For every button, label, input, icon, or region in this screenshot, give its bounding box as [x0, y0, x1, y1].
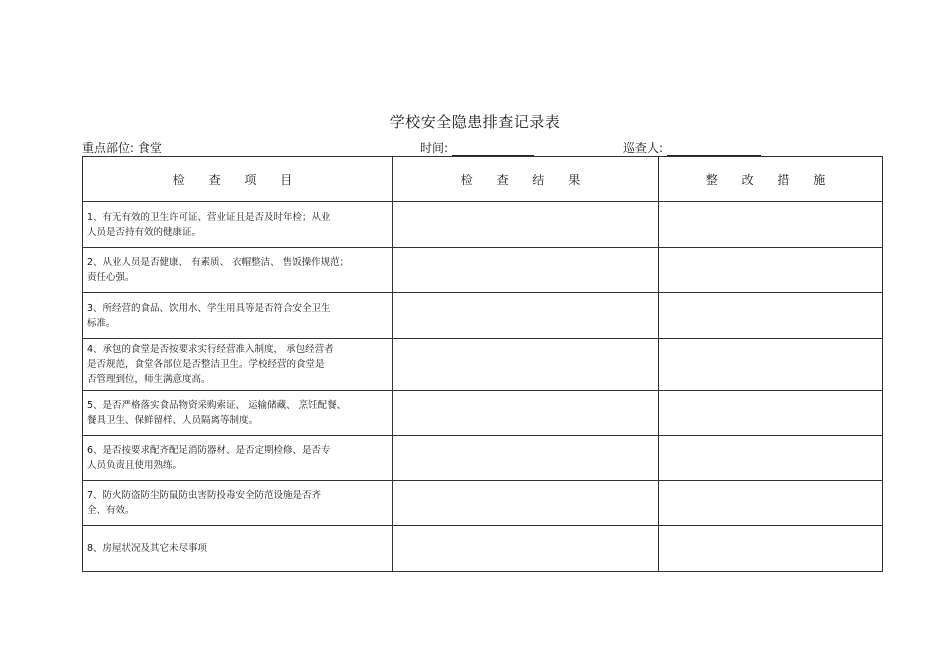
result-cell[interactable]: [393, 481, 659, 526]
item-text: 3、所经营的食品、饮用水、学生用具等是否符合安全卫生 标准。: [87, 302, 331, 329]
measure-cell[interactable]: [659, 202, 883, 248]
location-label: 重点部位:: [82, 141, 135, 155]
measure-cell[interactable]: [659, 339, 883, 391]
result-cell[interactable]: [393, 391, 659, 436]
result-cell[interactable]: [393, 526, 659, 572]
measure-cell[interactable]: [659, 293, 883, 339]
item-text: 2、从业人员是否健康、 有素质、 衣帽整洁、 售饭操作规范； 责任心强。: [87, 257, 350, 283]
header-check-result: 检 查 结 果: [393, 157, 659, 202]
location-field: [82, 139, 196, 157]
page-title: 学校安全隐患排查记录表: [389, 113, 561, 131]
item-cell: [83, 481, 393, 526]
table-row: [83, 436, 883, 481]
item-cell: [83, 248, 393, 293]
table-row: [83, 339, 883, 391]
measure-cell[interactable]: [659, 436, 883, 481]
item-text: 1、有无有效的卫生许可证、营业证且是否及时年检；从业 人员是否持有效的健康证。: [87, 211, 331, 238]
item-text: 7、防火防盗防尘防鼠防虫害防投毒安全防范设施是否齐 全、有效。: [87, 490, 322, 516]
item-cell: [83, 436, 393, 481]
header-check-item: 检 查 项 目: [83, 157, 393, 202]
item-cell: [83, 391, 393, 436]
measure-cell[interactable]: [659, 391, 883, 436]
table-row: [83, 293, 883, 339]
inspector-blank[interactable]: [667, 141, 761, 156]
inspector-label: 巡查人:: [623, 141, 664, 155]
result-cell[interactable]: [393, 202, 659, 248]
item-cell: [83, 339, 393, 391]
result-cell[interactable]: [393, 436, 659, 481]
item-text: 8、房屋状况及其它未尽事项: [87, 543, 208, 554]
result-cell[interactable]: [393, 339, 659, 391]
result-cell[interactable]: [393, 293, 659, 339]
result-cell[interactable]: [393, 248, 659, 293]
item-cell: [83, 526, 393, 572]
table-row: [83, 202, 883, 248]
info-row: [82, 139, 882, 157]
measure-cell[interactable]: [659, 481, 883, 526]
table-row: [83, 391, 883, 436]
time-label: 时间:: [420, 141, 449, 155]
inspection-table: [82, 156, 883, 572]
header-rectification: 整 改 措 施: [659, 157, 883, 202]
location-value[interactable]: 食堂: [138, 139, 196, 157]
table-row: [83, 481, 883, 526]
item-text: 6、是否按要求配齐配足消防器材、是否定期检修、是否专 人员负责且使用熟练。: [87, 445, 331, 471]
item-cell: [83, 293, 393, 339]
measure-cell[interactable]: [659, 248, 883, 293]
time-field: [420, 139, 534, 156]
measure-cell[interactable]: [659, 526, 883, 572]
inspector-field: [623, 139, 761, 156]
time-blank[interactable]: [452, 141, 534, 156]
table-header-row: [83, 157, 883, 202]
table-row: [83, 248, 883, 293]
table-row: [83, 526, 883, 572]
item-cell: [83, 202, 393, 248]
item-text: 4、承包的食堂是否按要求实行经营准入制度， 承包经营者 是否规范，食堂各部位是否整洁卫生。学校经营的食堂是 否管理到位，师生满意度高。: [87, 344, 334, 385]
item-text: 5、是否严格落实食品物资采购索证、 运输储藏、 烹饪配餐、 餐具卫生、保鲜留样、人员隔离等制度。: [87, 400, 347, 426]
